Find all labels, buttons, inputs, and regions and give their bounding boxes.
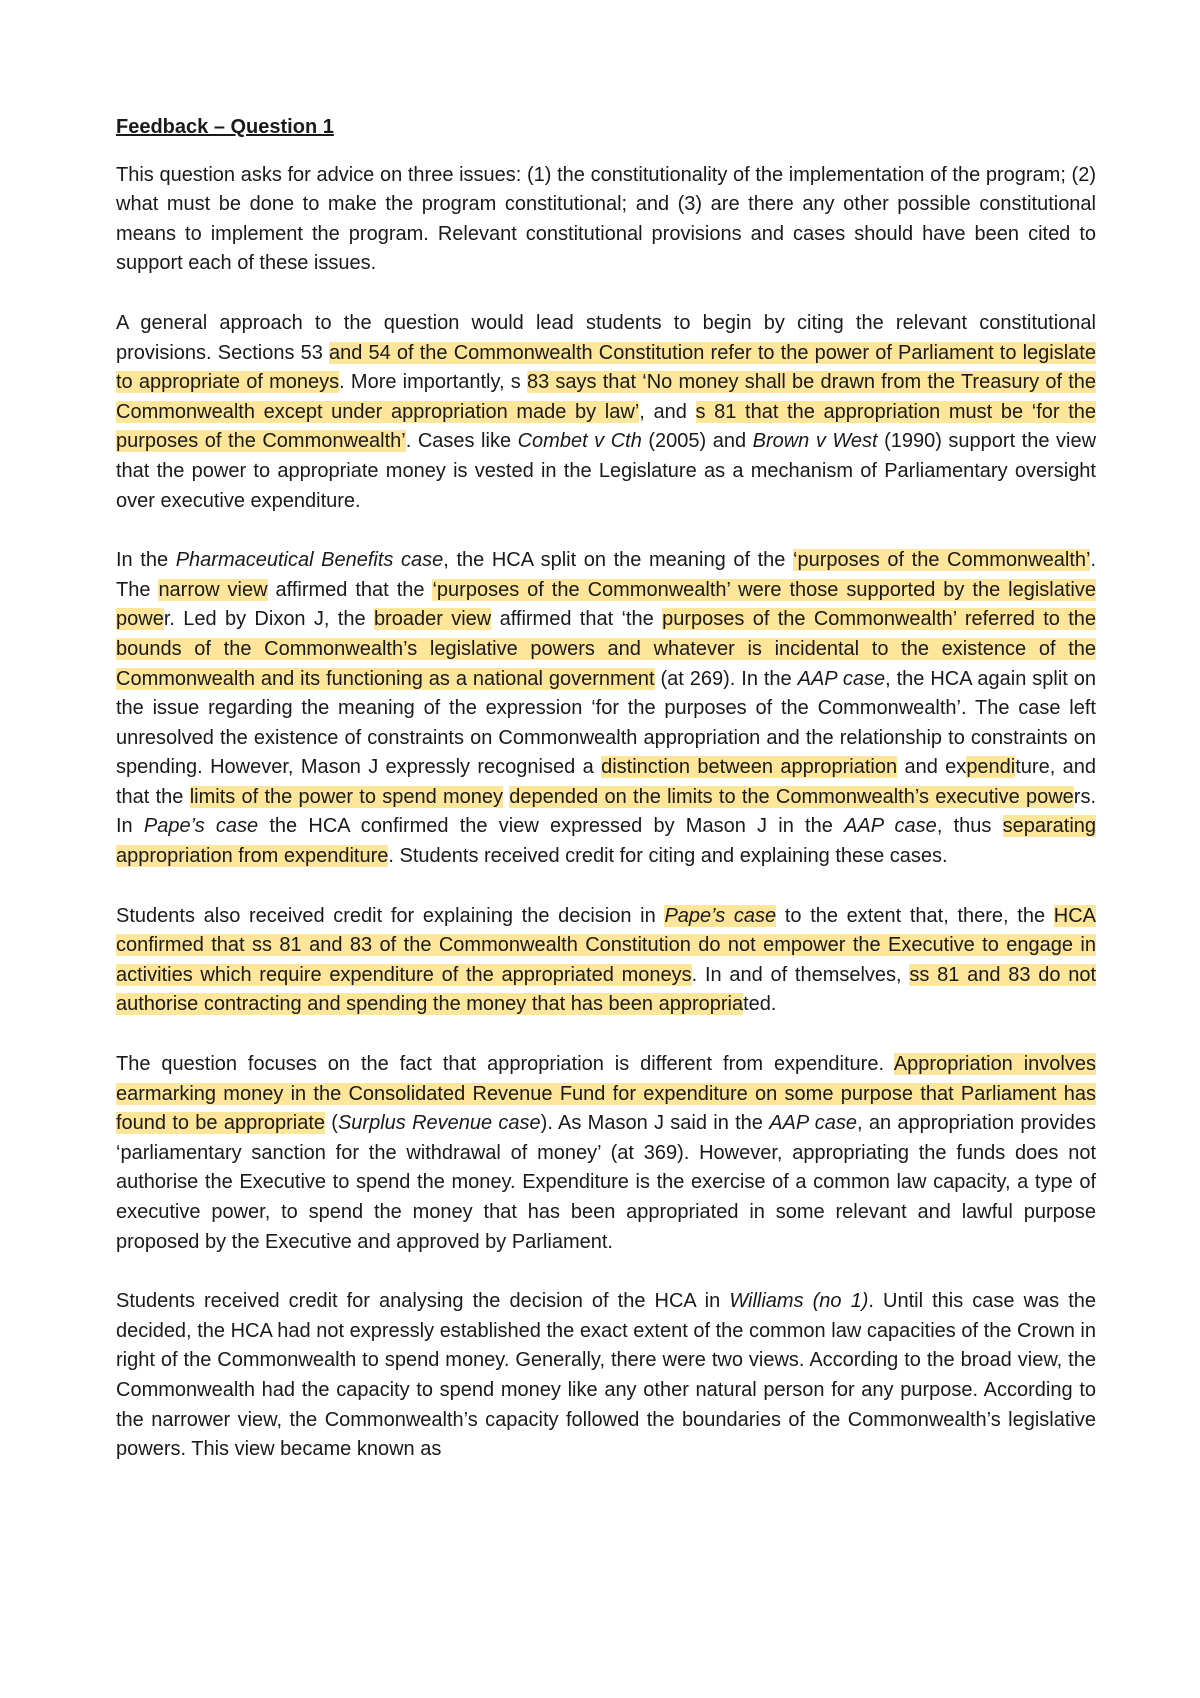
paragraph <box>116 161 1096 279</box>
text-run: ). As Mason J said in the <box>540 1112 770 1135</box>
case-name: Surplus Revenue case <box>337 1112 541 1135</box>
case-name: Pharmaceutical Benefits case <box>175 549 444 572</box>
highlighted-text: separating appropriation from expenditure <box>116 815 1097 868</box>
case-name: AAP case <box>769 1112 857 1135</box>
highlighted-text: purposes of the Commonwealth’ referred to the bounds of the Commonwealth’s legislative powers and whatever is incidental to the existence of the Commonwealth and its functioning as a national government <box>116 608 1097 690</box>
highlighted-case-name: Pape’s case <box>664 904 777 927</box>
text-run: . In and of themselves, <box>691 963 910 986</box>
text-run: ture, and that the <box>116 756 1096 808</box>
text-run: In the <box>116 549 176 572</box>
text-run: rs. In <box>116 785 1096 838</box>
text-run: The question focuses on the fact that appropriation is different from expenditure. <box>116 1053 894 1076</box>
text-run: to the extent that, there, the <box>776 904 1054 927</box>
text-run: (2005) and <box>641 430 753 453</box>
case-name: Pape’s case <box>143 815 259 838</box>
text-run: . Until this case was the decided, the HCA had not expressly established the exact extent of the common law capacities of the Crown in right of the Commonwealth to spend money. Generally, there were two views. According to the broad view, the Commonwealth had the capacity to spend money like any other natural person for any purpose. According to the narrower view, the Commonwealth’s capacity followed the boundaries of the Commonwealth’s legislative powers. This view became known as <box>116 1290 1097 1461</box>
text-run: affirmed that the <box>267 578 433 601</box>
text-run: the HCA confirmed the view expressed by Mason J in the <box>258 815 845 838</box>
highlighted-text: s 81 that the appropriation must be ‘for the purposes of the Commonwealth’ <box>116 400 1097 453</box>
text-run: ted. <box>743 993 777 1016</box>
text-run: A general approach to the question would lead students to begin by citing the relevant constitutional provisions. Sections 53 <box>116 311 1096 364</box>
paragraph <box>116 1050 1096 1257</box>
highlighted-text: narrow view <box>158 578 268 601</box>
text-run: , the HCA again split on the issue regarding the meaning of the expression ‘for the purposes of the Commonwealth’. The case left unresolved the existence of constraints on Commonwealth appropriation and the relationship to constraints on spending. However, Mason J expressly recognised a <box>116 667 1096 779</box>
paragraph <box>116 546 1096 872</box>
highlighted-text: distinction between appropriation <box>601 756 898 779</box>
text-run: ( <box>325 1112 338 1135</box>
text-run: , the HCA split on the meaning of the <box>443 549 794 572</box>
highlighted-text: pendi <box>966 756 1016 779</box>
text-run: Students also received credit for explaining the decision in <box>116 904 665 927</box>
text-run: . Cases like <box>405 430 518 453</box>
highlighted-text: ‘purposes of the Commonwealth’ <box>793 549 1091 572</box>
highlighted-text: Appropriation involves earmarking money in the Consolidated Revenue Fund for expenditure on some purpose that Parliament has found to be appropriate <box>116 1053 1096 1135</box>
highlighted-text: and 54 of the Commonwealth Constitution refer to the power of Parliament to legislate to appropriate of moneys <box>116 341 1096 394</box>
highlighted-text: HCA confirmed that ss 81 and 83 of the Commonwealth Constitution do not empower the Executive to engage in activities which require expenditure of the appropriated moneys <box>116 904 1096 986</box>
case-name: AAP case <box>797 667 886 690</box>
highlighted-text: ss 81 and 83 do not authorise contracting and spending the money that has been appropria <box>116 963 1097 1016</box>
highlighted-text: ‘purposes of the Commonwealth’ were those supported by the legislative powe <box>116 578 1096 631</box>
text-run: . Students received credit for citing and explaining these cases. <box>388 845 948 868</box>
paragraph <box>116 309 1096 516</box>
text-run: , and <box>639 400 696 423</box>
text-run: . The <box>116 549 1096 601</box>
page-title: Feedback – Question 1 <box>116 116 334 138</box>
document-body <box>116 161 1096 1465</box>
highlighted-text: 83 says that ‘No money shall be drawn from the Treasury of the Commonwealth except under appropriation made by law’ <box>116 371 1096 423</box>
paragraph <box>116 1287 1096 1465</box>
case-name: AAP case <box>844 815 937 838</box>
highlighted-text: limits of the power to spend money <box>189 785 503 808</box>
text-run: Students received credit for analysing the decision of the HCA in <box>116 1290 730 1313</box>
case-name: Combet v Cth <box>517 430 642 453</box>
highlighted-text: depended on the limits to the Commonwealth’s executive powe <box>509 785 1074 808</box>
case-name: Brown v West <box>752 430 878 453</box>
text-run: This question asks for advice on three issues: (1) the constitutionality of the implementation of the program; (2) what must be done to make the program constitutional; and (3) are there any other possible constitutional means to implement the program. Relevant constitutional provisions and cases should have been cited to support each of these issues. <box>116 163 1096 275</box>
text-run: and ex <box>897 756 967 779</box>
text-run: (1990) support the view that the power to appropriate money is vested in the Legislature as a mechanism of Parliamentary oversight over executive expenditure. <box>116 430 1097 512</box>
case-name: Williams (no 1) <box>729 1290 869 1313</box>
text-run: (at 269). In the <box>654 667 798 690</box>
text-run: . More importantly, s <box>339 371 527 394</box>
paragraph <box>116 902 1096 1020</box>
text-run: , thus <box>936 815 1003 838</box>
text-run: r. Led by Dixon J, the <box>163 608 374 631</box>
text-run: , an appropriation provides ‘parliamentary sanction for the withdrawal of money’ (at 369). However, appropriating the funds does not authorise the Executive to spend the money. Expenditure is the exercise of a common law capacity, a type of executive power, to spend the money that has been appropriated in some relevant and lawful purpose proposed by the Executive and approved by Parliament. <box>116 1112 1096 1253</box>
text-run: affirmed that ‘the <box>491 608 663 631</box>
highlighted-text: broader view <box>373 608 492 631</box>
